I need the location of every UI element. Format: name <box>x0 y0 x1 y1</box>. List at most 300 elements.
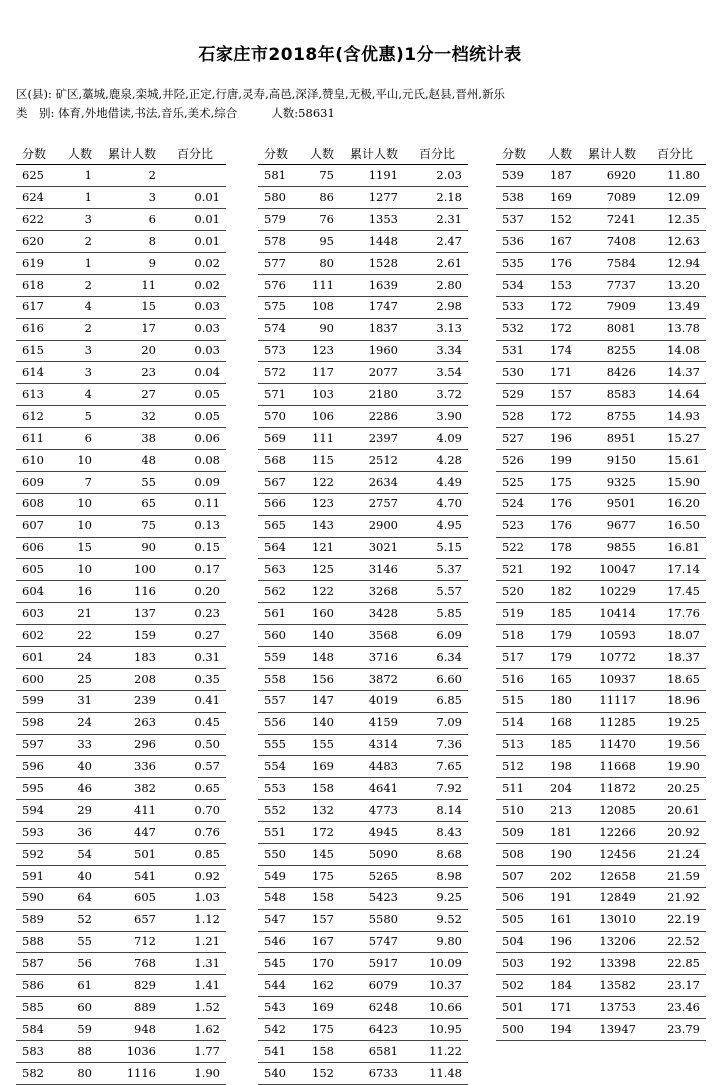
cumulative-cell: 8951 <box>580 428 644 450</box>
table-row <box>496 844 706 866</box>
cumulative-cell: 10937 <box>580 668 644 690</box>
percent-cell: 10.37 <box>406 975 468 997</box>
percent-cell: 0.17 <box>164 559 226 581</box>
table-row <box>258 165 468 187</box>
score-cell: 576 <box>258 274 302 296</box>
count-cell: 3 <box>60 209 100 231</box>
cumulative-cell: 1277 <box>342 187 406 209</box>
cumulative-cell: 4483 <box>342 756 406 778</box>
percent-cell: 18.07 <box>644 625 706 647</box>
cumulative-cell: 183 <box>100 646 164 668</box>
percent-cell: 4.09 <box>406 428 468 450</box>
percent-cell: 3.54 <box>406 362 468 384</box>
percent-cell: 2.47 <box>406 231 468 253</box>
percent-cell: 23.79 <box>644 1019 706 1041</box>
count-cell: 194 <box>540 1019 580 1041</box>
percent-cell: 0.50 <box>164 734 226 756</box>
count-cell: 184 <box>540 975 580 997</box>
count-cell: 86 <box>302 187 342 209</box>
cumulative-cell: 10047 <box>580 559 644 581</box>
count-cell: 10 <box>60 449 100 471</box>
header-cumulative: 累计人数 <box>580 143 644 165</box>
count-cell: 3 <box>60 340 100 362</box>
percent-cell: 11.22 <box>406 1041 468 1063</box>
percent-cell: 6.09 <box>406 625 468 647</box>
cumulative-cell: 12658 <box>580 865 644 887</box>
score-cell: 544 <box>258 975 302 997</box>
score-cell: 557 <box>258 690 302 712</box>
percent-cell: 14.93 <box>644 406 706 428</box>
category-text: 类 别: 体育,外地借读,书法,音乐,美术,综合 <box>16 106 238 120</box>
count-cell: 196 <box>540 931 580 953</box>
cumulative-cell: 13753 <box>580 997 644 1019</box>
percent-cell: 0.23 <box>164 603 226 625</box>
cumulative-cell: 3021 <box>342 537 406 559</box>
table-row <box>258 1019 468 1041</box>
score-cell: 559 <box>258 646 302 668</box>
table-row <box>16 559 226 581</box>
count-cell: 1 <box>60 165 100 187</box>
header-count: 人数 <box>60 143 100 165</box>
count-cell: 158 <box>302 778 342 800</box>
cumulative-cell: 65 <box>100 493 164 515</box>
percent-cell: 16.50 <box>644 515 706 537</box>
percent-cell: 20.61 <box>644 800 706 822</box>
count-cell: 157 <box>302 909 342 931</box>
count-cell: 88 <box>60 1041 100 1063</box>
score-cell: 548 <box>258 887 302 909</box>
cumulative-cell: 10229 <box>580 581 644 603</box>
table-row <box>258 559 468 581</box>
cumulative-cell: 7909 <box>580 296 644 318</box>
score-cell: 568 <box>258 449 302 471</box>
cumulative-cell: 5423 <box>342 887 406 909</box>
cumulative-cell: 8583 <box>580 384 644 406</box>
cumulative-cell: 447 <box>100 822 164 844</box>
table-row <box>258 712 468 734</box>
table-row <box>496 603 706 625</box>
score-cell: 571 <box>258 384 302 406</box>
table-row <box>258 384 468 406</box>
count-cell: 140 <box>302 625 342 647</box>
score-cell: 624 <box>16 187 60 209</box>
table-row <box>258 187 468 209</box>
cumulative-cell: 10772 <box>580 646 644 668</box>
count-cell: 60 <box>60 997 100 1019</box>
percent-cell: 21.92 <box>644 887 706 909</box>
score-cell: 511 <box>496 778 540 800</box>
cumulative-cell: 296 <box>100 734 164 756</box>
score-cell: 554 <box>258 756 302 778</box>
score-cell: 606 <box>16 537 60 559</box>
percent-cell: 9.52 <box>406 909 468 931</box>
score-cell: 587 <box>16 953 60 975</box>
percent-cell: 4.49 <box>406 471 468 493</box>
percent-cell: 0.03 <box>164 340 226 362</box>
count-cell: 10 <box>60 559 100 581</box>
table-row <box>16 493 226 515</box>
cumulative-cell: 657 <box>100 909 164 931</box>
table-row <box>496 646 706 668</box>
percent-cell: 18.65 <box>644 668 706 690</box>
cumulative-cell: 13206 <box>580 931 644 953</box>
percent-cell: 1.21 <box>164 931 226 953</box>
percent-cell: 15.61 <box>644 449 706 471</box>
score-cell: 550 <box>258 844 302 866</box>
count-cell: 106 <box>302 406 342 428</box>
table-row <box>16 449 226 471</box>
table-row <box>16 165 226 187</box>
table-row <box>496 734 706 756</box>
table-row <box>496 865 706 887</box>
table-row <box>496 625 706 647</box>
percent-cell: 12.35 <box>644 209 706 231</box>
table-row <box>16 231 226 253</box>
table-row <box>16 668 226 690</box>
count-cell: 140 <box>302 712 342 734</box>
count-cell: 172 <box>540 406 580 428</box>
table-row <box>258 778 468 800</box>
score-cell: 584 <box>16 1019 60 1041</box>
table-row <box>258 603 468 625</box>
percent-cell: 0.92 <box>164 865 226 887</box>
table-row <box>496 340 706 362</box>
count-cell: 2 <box>60 274 100 296</box>
score-cell: 529 <box>496 384 540 406</box>
count-cell: 145 <box>302 844 342 866</box>
count-cell: 160 <box>302 603 342 625</box>
score-cell: 596 <box>16 756 60 778</box>
table-row <box>258 1062 468 1084</box>
table-row <box>258 471 468 493</box>
count-cell: 213 <box>540 800 580 822</box>
percent-cell: 15.90 <box>644 471 706 493</box>
percent-cell: 12.63 <box>644 231 706 253</box>
cumulative-cell: 3146 <box>342 559 406 581</box>
score-cell: 600 <box>16 668 60 690</box>
score-cell: 593 <box>16 822 60 844</box>
header-percent: 百分比 <box>164 143 226 165</box>
percent-cell: 2.61 <box>406 252 468 274</box>
score-cell: 524 <box>496 493 540 515</box>
score-cell: 579 <box>258 209 302 231</box>
table-row <box>16 778 226 800</box>
table-row <box>496 581 706 603</box>
score-cell: 509 <box>496 822 540 844</box>
count-cell: 162 <box>302 975 342 997</box>
score-cell: 541 <box>258 1041 302 1063</box>
table-row <box>16 362 226 384</box>
count-cell: 122 <box>302 581 342 603</box>
cumulative-cell: 336 <box>100 756 164 778</box>
score-cell: 566 <box>258 493 302 515</box>
table-row <box>258 800 468 822</box>
score-cell: 526 <box>496 449 540 471</box>
table-row <box>16 646 226 668</box>
cumulative-cell: 8755 <box>580 406 644 428</box>
total-count: 人数:58631 <box>271 106 335 120</box>
score-cell: 601 <box>16 646 60 668</box>
score-cell: 602 <box>16 625 60 647</box>
cumulative-cell: 382 <box>100 778 164 800</box>
header-cumulative: 累计人数 <box>100 143 164 165</box>
cumulative-cell: 1639 <box>342 274 406 296</box>
percent-cell: 7.36 <box>406 734 468 756</box>
cumulative-cell: 12266 <box>580 822 644 844</box>
percent-cell: 0.03 <box>164 318 226 340</box>
score-cell: 585 <box>16 997 60 1019</box>
cumulative-cell: 12456 <box>580 844 644 866</box>
percent-cell: 0.41 <box>164 690 226 712</box>
cumulative-cell: 2077 <box>342 362 406 384</box>
score-cell: 552 <box>258 800 302 822</box>
cumulative-cell: 829 <box>100 975 164 997</box>
cumulative-cell: 4945 <box>342 822 406 844</box>
count-cell: 108 <box>302 296 342 318</box>
count-cell: 54 <box>60 844 100 866</box>
percent-cell: 21.24 <box>644 844 706 866</box>
count-cell: 16 <box>60 581 100 603</box>
header-percent: 百分比 <box>644 143 706 165</box>
count-cell: 170 <box>302 953 342 975</box>
count-cell: 178 <box>540 537 580 559</box>
cumulative-cell: 2397 <box>342 428 406 450</box>
count-cell: 176 <box>540 515 580 537</box>
percent-cell: 19.25 <box>644 712 706 734</box>
percent-cell: 0.04 <box>164 362 226 384</box>
table-row <box>258 231 468 253</box>
table-row <box>496 428 706 450</box>
cumulative-cell: 12849 <box>580 887 644 909</box>
cumulative-cell: 12085 <box>580 800 644 822</box>
score-cell: 522 <box>496 537 540 559</box>
cumulative-cell: 7241 <box>580 209 644 231</box>
percent-cell: 16.81 <box>644 537 706 559</box>
percent-cell <box>164 165 226 187</box>
percent-cell: 0.03 <box>164 296 226 318</box>
score-cell: 500 <box>496 1019 540 1041</box>
percent-cell: 8.14 <box>406 800 468 822</box>
count-cell: 152 <box>302 1062 342 1084</box>
score-cell: 504 <box>496 931 540 953</box>
score-cell: 614 <box>16 362 60 384</box>
count-cell: 121 <box>302 537 342 559</box>
score-cell: 598 <box>16 712 60 734</box>
count-cell: 182 <box>540 581 580 603</box>
score-cell: 588 <box>16 931 60 953</box>
table-row <box>496 384 706 406</box>
table-row <box>496 668 706 690</box>
cumulative-cell: 1528 <box>342 252 406 274</box>
score-cell: 625 <box>16 165 60 187</box>
percent-cell: 22.19 <box>644 909 706 931</box>
cumulative-cell: 3872 <box>342 668 406 690</box>
percent-cell: 16.20 <box>644 493 706 515</box>
table-row <box>16 997 226 1019</box>
percent-cell: 9.25 <box>406 887 468 909</box>
cumulative-cell: 1747 <box>342 296 406 318</box>
table-row <box>258 734 468 756</box>
header-count: 人数 <box>302 143 342 165</box>
table-row <box>16 975 226 997</box>
cumulative-cell: 2286 <box>342 406 406 428</box>
cumulative-cell: 411 <box>100 800 164 822</box>
percent-cell: 7.92 <box>406 778 468 800</box>
count-cell: 143 <box>302 515 342 537</box>
count-cell: 7 <box>60 471 100 493</box>
percent-cell: 0.02 <box>164 252 226 274</box>
cumulative-cell: 605 <box>100 887 164 909</box>
score-cell: 502 <box>496 975 540 997</box>
cumulative-cell: 4159 <box>342 712 406 734</box>
table-row <box>258 209 468 231</box>
cumulative-cell: 9 <box>100 252 164 274</box>
cumulative-cell: 7584 <box>580 252 644 274</box>
count-cell: 76 <box>302 209 342 231</box>
count-cell: 175 <box>540 471 580 493</box>
cumulative-cell: 10414 <box>580 603 644 625</box>
table-row <box>258 515 468 537</box>
percent-cell: 22.52 <box>644 931 706 953</box>
cumulative-cell: 32 <box>100 406 164 428</box>
cumulative-cell: 6 <box>100 209 164 231</box>
table-row <box>258 581 468 603</box>
score-cell: 564 <box>258 537 302 559</box>
table-row <box>496 1019 706 1041</box>
count-cell: 4 <box>60 296 100 318</box>
score-table-1 <box>16 143 226 1085</box>
score-cell: 560 <box>258 625 302 647</box>
header-count: 人数 <box>540 143 580 165</box>
percent-cell: 2.03 <box>406 165 468 187</box>
cumulative-cell: 13398 <box>580 953 644 975</box>
score-cell: 542 <box>258 1019 302 1041</box>
cumulative-cell: 2 <box>100 165 164 187</box>
count-cell: 171 <box>540 362 580 384</box>
percent-cell: 0.76 <box>164 822 226 844</box>
count-cell: 55 <box>60 931 100 953</box>
cumulative-cell: 11117 <box>580 690 644 712</box>
count-cell: 176 <box>540 493 580 515</box>
table-row <box>258 975 468 997</box>
count-cell: 103 <box>302 384 342 406</box>
count-cell: 122 <box>302 471 342 493</box>
cumulative-cell: 6248 <box>342 997 406 1019</box>
count-cell: 29 <box>60 800 100 822</box>
percent-cell: 5.57 <box>406 581 468 603</box>
count-cell: 61 <box>60 975 100 997</box>
table-row <box>496 931 706 953</box>
percent-cell: 0.70 <box>164 800 226 822</box>
score-cell: 513 <box>496 734 540 756</box>
percent-cell: 4.95 <box>406 515 468 537</box>
cumulative-cell: 2757 <box>342 493 406 515</box>
table-row <box>496 975 706 997</box>
score-cell: 567 <box>258 471 302 493</box>
cumulative-cell: 501 <box>100 844 164 866</box>
cumulative-cell: 100 <box>100 559 164 581</box>
table-row <box>258 909 468 931</box>
count-cell: 191 <box>540 887 580 909</box>
score-cell: 591 <box>16 865 60 887</box>
count-cell: 80 <box>302 252 342 274</box>
table-row <box>16 887 226 909</box>
table-row <box>496 449 706 471</box>
table-row <box>258 537 468 559</box>
table-row <box>496 493 706 515</box>
percent-cell: 1.62 <box>164 1019 226 1041</box>
table-row <box>258 668 468 690</box>
cumulative-cell: 6581 <box>342 1041 406 1063</box>
percent-cell: 17.76 <box>644 603 706 625</box>
count-cell: 40 <box>60 865 100 887</box>
score-cell: 574 <box>258 318 302 340</box>
count-cell: 169 <box>302 997 342 1019</box>
percent-cell: 2.18 <box>406 187 468 209</box>
cumulative-cell: 7408 <box>580 231 644 253</box>
cumulative-cell: 3 <box>100 187 164 209</box>
count-cell: 180 <box>540 690 580 712</box>
cumulative-cell: 3268 <box>342 581 406 603</box>
count-cell: 198 <box>540 756 580 778</box>
count-cell: 24 <box>60 646 100 668</box>
percent-cell: 0.45 <box>164 712 226 734</box>
cumulative-cell: 2180 <box>342 384 406 406</box>
table-row <box>258 1041 468 1063</box>
percent-cell: 5.15 <box>406 537 468 559</box>
count-cell: 161 <box>540 909 580 931</box>
count-cell: 2 <box>60 318 100 340</box>
percent-cell: 1.77 <box>164 1041 226 1063</box>
table-row <box>496 187 706 209</box>
cumulative-cell: 3716 <box>342 646 406 668</box>
score-cell: 520 <box>496 581 540 603</box>
cumulative-cell: 9150 <box>580 449 644 471</box>
percent-cell: 0.15 <box>164 537 226 559</box>
percent-cell: 20.25 <box>644 778 706 800</box>
count-cell: 172 <box>540 296 580 318</box>
percent-cell: 0.35 <box>164 668 226 690</box>
count-cell: 165 <box>540 668 580 690</box>
cumulative-cell: 10593 <box>580 625 644 647</box>
cumulative-cell: 55 <box>100 471 164 493</box>
cumulative-cell: 11 <box>100 274 164 296</box>
score-cell: 525 <box>496 471 540 493</box>
score-cell: 607 <box>16 515 60 537</box>
percent-cell: 1.52 <box>164 997 226 1019</box>
count-cell: 175 <box>302 1019 342 1041</box>
cumulative-cell: 27 <box>100 384 164 406</box>
score-cell: 539 <box>496 165 540 187</box>
table-row <box>16 581 226 603</box>
score-cell: 565 <box>258 515 302 537</box>
table-header-row <box>258 143 468 165</box>
percent-cell: 6.85 <box>406 690 468 712</box>
percent-cell: 1.03 <box>164 887 226 909</box>
score-cell: 618 <box>16 274 60 296</box>
count-cell: 185 <box>540 734 580 756</box>
cumulative-cell: 9855 <box>580 537 644 559</box>
cumulative-cell: 13582 <box>580 975 644 997</box>
table-row <box>496 800 706 822</box>
count-cell: 185 <box>540 603 580 625</box>
table-row <box>496 296 706 318</box>
percent-cell: 14.37 <box>644 362 706 384</box>
score-cell: 512 <box>496 756 540 778</box>
score-cell: 570 <box>258 406 302 428</box>
cumulative-cell: 5580 <box>342 909 406 931</box>
count-cell: 111 <box>302 428 342 450</box>
